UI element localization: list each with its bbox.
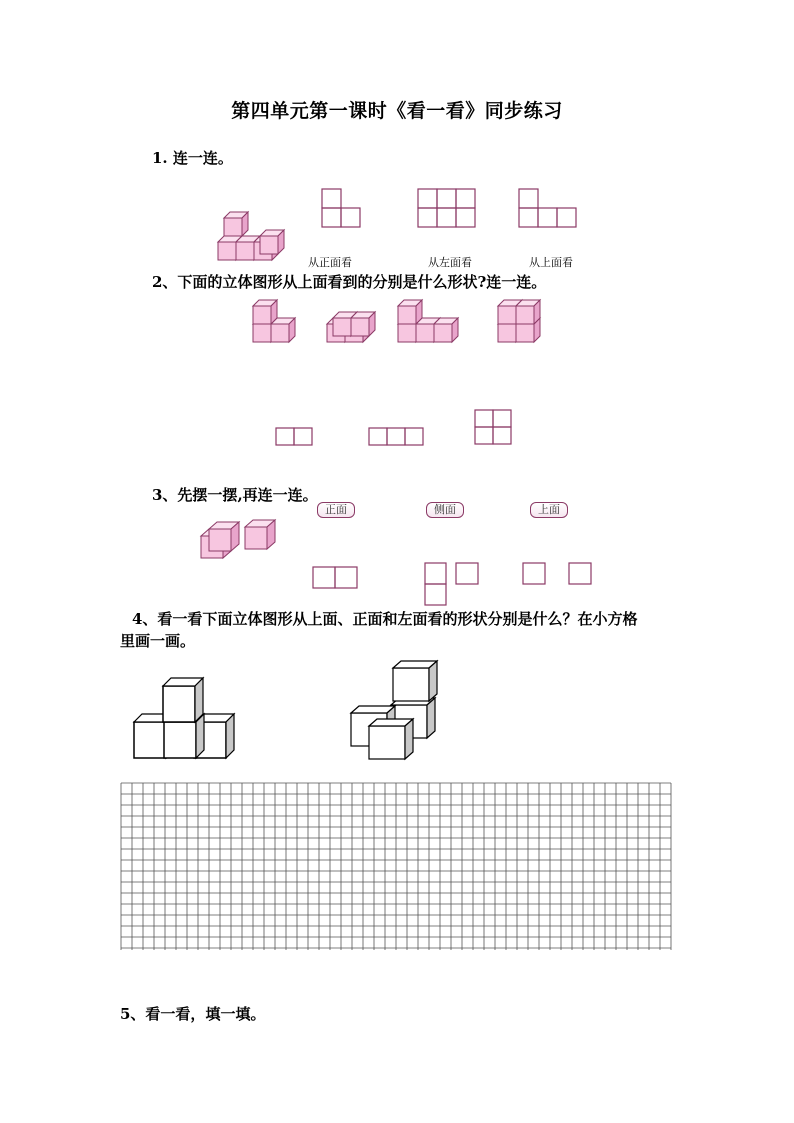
q2-top-view-2[interactable] <box>369 428 423 445</box>
question-2-label: 2、下面的立体图形从上面看到的分别是什么形状?连一连。 <box>152 273 547 291</box>
question-4-line-2: 里画一画。 <box>120 632 196 650</box>
question-5-label: 5、看一看，填一填。 <box>120 1005 266 1023</box>
q3-shape-2[interactable] <box>425 563 446 605</box>
q1-view-option-1[interactable] <box>322 189 360 227</box>
q1-solid-figure <box>218 212 284 260</box>
q2-solid-3 <box>398 300 458 342</box>
q3-shape-4[interactable] <box>523 563 545 584</box>
question-3-label: 3、先摆一摆,再连一连。 <box>152 486 318 504</box>
side-view-button[interactable]: 侧面 <box>426 502 464 518</box>
q3-shape-1[interactable] <box>313 567 357 588</box>
q2-solid-1 <box>253 300 295 342</box>
drawing-grid[interactable] <box>121 783 671 950</box>
q2-solid-2 <box>327 312 375 342</box>
caption-front-view: 从正面看 <box>308 256 352 269</box>
q2-solid-4 <box>498 300 540 342</box>
q2-top-view-1[interactable] <box>276 428 312 445</box>
q3-shape-3[interactable] <box>456 563 478 584</box>
q4-solid-1 <box>134 678 234 758</box>
question-4-line-1: 4、看一看下面立体图形从上面、正面和左面看的形状分别是什么？在小方格 <box>132 610 638 628</box>
q4-solid-2 <box>351 661 437 759</box>
question-1-label: 1. 连一连。 <box>152 149 233 167</box>
front-view-button[interactable]: 正面 <box>317 502 355 518</box>
top-view-button[interactable]: 上面 <box>530 502 568 518</box>
caption-top-view: 从上面看 <box>529 256 573 269</box>
q3-solid-figure <box>201 520 275 558</box>
q1-view-option-2[interactable] <box>418 189 475 227</box>
q3-shape-5[interactable] <box>569 563 591 584</box>
q1-view-option-3[interactable] <box>519 189 576 227</box>
caption-left-view: 从左面看 <box>428 256 472 269</box>
page-title: 第四单元第一课时《看一看》同步练习 <box>231 100 563 122</box>
q2-top-view-3[interactable] <box>475 410 511 444</box>
